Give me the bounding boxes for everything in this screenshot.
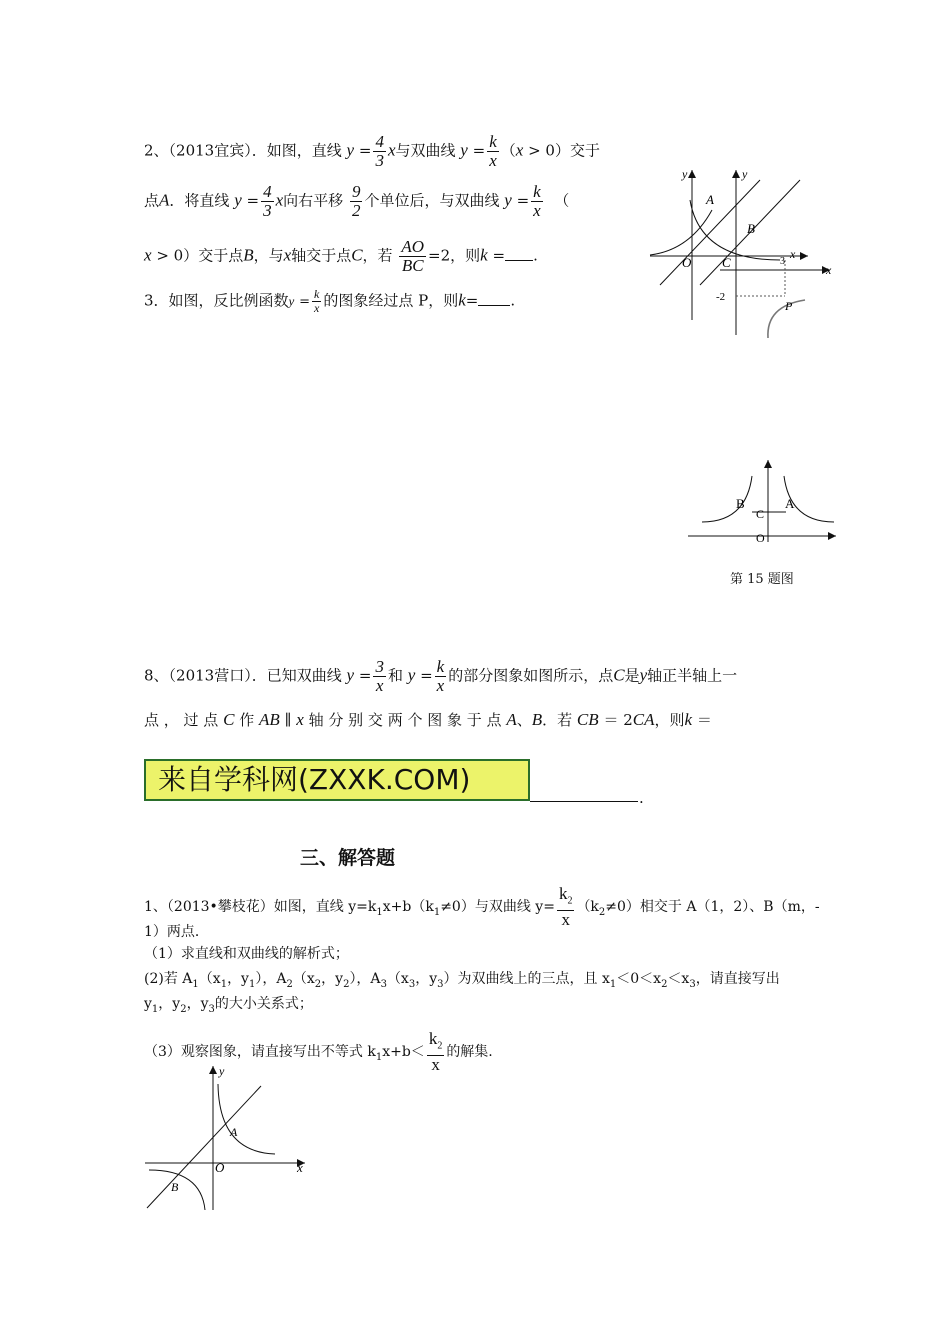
p1-part2: (2)若 $A_1(x_1$，$y_1$），$A_2(x_2$，$y_2$），$A_3(x_3$，$y_3$）为双曲线上的三点，且 $x_1<0<x_2<x_3$，请直接写出: [144, 971, 780, 990]
figure-q2-q3: [640, 160, 840, 340]
svg-text:3: 3: [780, 256, 785, 267]
answer-blank[interactable]: [530, 801, 638, 802]
q2-number: 2、: [144, 141, 169, 160]
svg-text:y: y: [682, 167, 688, 181]
svg-text:x: x: [297, 1160, 303, 1175]
fraction-k-x: $\frac{k}{x}$: [489, 132, 497, 170]
fraction-ao-bc: $\frac{AO}{BC}$: [401, 237, 425, 275]
q8-line1: 8、（2013营口）．已知双曲线 y = $\frac{3}{x}$ 和 y = $\frac{k}{x}$ 的部分图象如图所示，点C是y轴正半轴上一: [144, 657, 738, 695]
label-O: O: [756, 531, 765, 545]
label-B: B: [736, 496, 745, 511]
label-C: C: [756, 507, 765, 521]
svg-text:P: P: [785, 299, 793, 313]
p1-part3: （3）观察图象，请直接写出不等式 $k_1x+b<$ $\frac{k_2}{x}$ 的解集.: [144, 1029, 493, 1075]
label-A: A: [785, 496, 795, 511]
p1-part1: （1）求直线和双曲线的解析式；: [144, 946, 349, 962]
label-O: O: [215, 1160, 225, 1175]
q3-line: 3．如图，反比例函数y = $\frac{k}{x}$ 的图象经过点 P，则k= .: [144, 287, 516, 315]
label-B: B: [171, 1180, 179, 1194]
fraction-k-x-small: $\frac{k}{x}$: [314, 287, 320, 315]
p1-line1: 1、（2013•攀枝花）如图，直线 $y=k_1x+b(k_1\ne 0)$与双曲线 y= $\frac{k_2}{x}$ $(k_2\ne 0)$相交于 A（1，2）、B（m，-: [144, 884, 820, 930]
svg-text:y: y: [742, 167, 748, 181]
q2-line1: 2、（2013宜宾）．如图，直线 y = $\frac{4}{3}$ x与双曲线 y = $\frac{k}{x}$ （x > 0）交于: [144, 132, 600, 170]
label-A: A: [230, 1125, 238, 1139]
watermark-banner: 来自学科网(ZXXK.COM): [144, 759, 530, 801]
q2-line3: x > 0）交于点B，与x轴交于点C，若 $\frac{AO}{BC}$ =2，则k = .: [144, 237, 538, 275]
figure-p1: [143, 1062, 313, 1212]
q2-line2: 点A．将直线 y = $\frac{4}{3}$ x向右平移 $\frac{9}{2}$ 个单位后，与双曲线 y = $\frac{k}{x}$ （: [144, 182, 570, 220]
label-O: O: [682, 255, 692, 270]
figure-15: [686, 456, 842, 546]
fraction-9-2: $\frac{9}{2}$: [351, 182, 361, 220]
p1-part2-cont: $y_1$，$y_2$，$y_3$的大小关系式；: [144, 996, 313, 1015]
fraction-4-3: $\frac{4}{3}$: [375, 132, 384, 170]
answer-blank[interactable]: [505, 260, 533, 261]
figure-15-caption: 第 15 题图: [730, 572, 794, 587]
q8-line2: 点 ， 过 点 C 作 AB ∥ x 轴 分 别 交 两 个 图 象 于 点 A、B．若 CB ＝ 2CA，则k ＝: [144, 710, 712, 729]
fraction-k2-x: $\frac{k_2}{x}$: [558, 884, 573, 930]
label-B: B: [747, 221, 755, 236]
section-heading: 三、解答题: [300, 847, 396, 869]
p1-line2: 1）两点．: [144, 924, 209, 940]
svg-text:x: x: [826, 263, 832, 277]
label-C: C: [722, 255, 731, 270]
answer-blank[interactable]: [478, 305, 510, 306]
svg-text:x: x: [790, 247, 796, 261]
svg-text:y: y: [219, 1064, 225, 1078]
svg-text:-2: -2: [716, 291, 726, 303]
label-A: A: [706, 192, 714, 207]
